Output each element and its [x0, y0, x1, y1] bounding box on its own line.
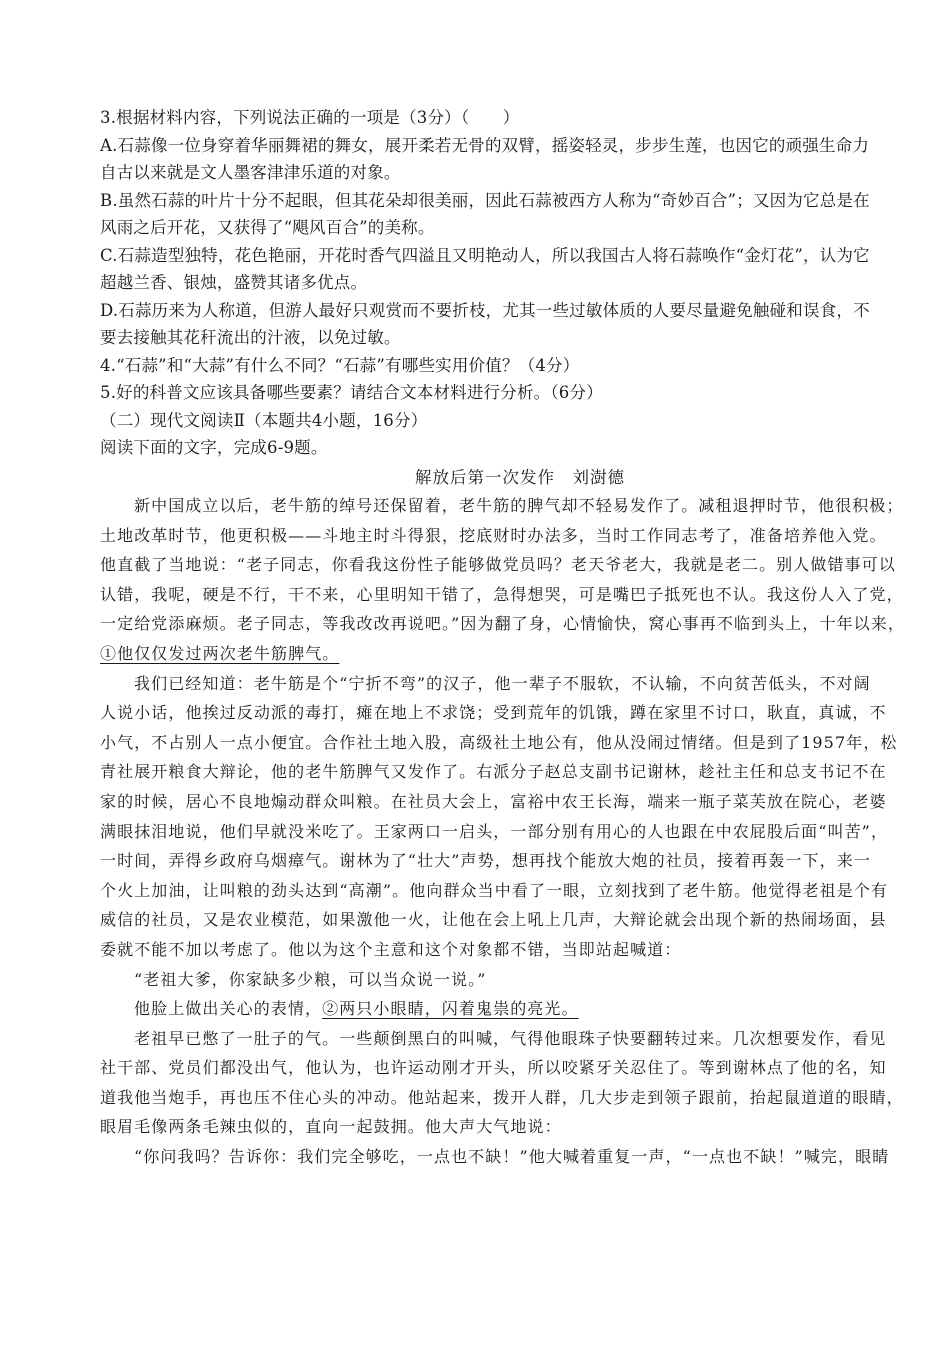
option-c-line-1: C.石蒜造型独特，花色艳丽，开花时香气四溢且又明艳动人，所以我国古人将石蒜唤作“金灯花”，认为它 [100, 245, 870, 265]
article-line: 青社展开粮食大辩论，他的老牛筋脾气又发作了。右派分子赵总支副书记谢林，趁社主任和总支书记不在 [100, 762, 887, 782]
article-line: 我们已经知道：老牛筋是个“宁折不弯”的汉子，他一辈子不服软，不认输，不向贫苦低头，不对阔 [134, 673, 871, 693]
question-5: 5.好的科普文应该具备哪些要素？请结合文本材料进行分析。（6分） [100, 383, 603, 402]
article-line: 老祖早已憋了一肚子的气。一些颠倒黑白的叫喊，气得他眼珠子快要翻转过来。几次想要发作，看见 [134, 1028, 887, 1048]
article-line: 他直截了当地说：“老子同志，你看我这份性子能够做党员吗？老天爷老大，我就是老二。别人做错事可以 [100, 555, 896, 575]
underlined-sentence-1: ①他仅仅发过两次老牛筋脾气。 [100, 643, 340, 663]
option-c-line-2: 超越兰香、银烛，盛赞其诸多优点。 [100, 273, 368, 292]
article-line: 个火上加油，让叫粮的劲头达到“高潮”。他向群众当中看了一眼，立刻找到了老牛筋。他觉得老祖是个有 [100, 880, 889, 900]
option-a-line-2: 自古以来就是文人墨客津津乐道的对象。 [100, 163, 401, 182]
article-body [100, 491, 905, 1172]
article-line: 满眼抹泪地说，他们早就没米吃了。王家两口一启头，一部分别有用心的人也跟在中农屁股后面“叫苦”， [100, 821, 889, 841]
article-line: 道我他当炮手，再也压不住心头的冲动。他站起来，拨开人群，几大步走到领子跟前，抬起鼠道道的眼睛， [100, 1087, 904, 1107]
option-d-line-2: 要去接触其花秆流出的汁液，以免过敏。 [100, 328, 401, 347]
article-line: 眼眉毛像两条毛辣虫似的，直向一起鼓拥。他大声大气地说： [100, 1117, 562, 1137]
article-title: 解放后第一次发作 刘澍德 [415, 467, 625, 487]
article-line: 人说小话，他挨过反动派的毒打，瘫在地上不求饶；受到荒年的饥饿，蹲在家里不讨口，耿直，真诚，不 [100, 703, 887, 723]
article-line: 社干部、党员们都没出气，他认为，也许运动刚才开头，所以咬紧牙关忍住了。等到谢林点了他的名，知 [100, 1058, 887, 1078]
section-instruction: 阅读下面的文字，完成6-9题。 [100, 438, 328, 457]
underlined-phrase: ②两只小眼睛，闪着鬼祟的亮光。 [322, 999, 579, 1019]
section-heading: （二）现代文阅读Ⅱ（本题共4小题，16分） [100, 410, 428, 430]
article-line: “老祖大爹，你家缺多少粮，可以当众说一说。” [134, 969, 487, 989]
article-line: 委就不能不加以考虑了。他以为这个主意和这个对象都不错，当即站起喊道： [100, 939, 682, 959]
sentence-lead: 他脸上做出关心的表情， [134, 999, 323, 1019]
article-line: 认错，我呢，硬是不行，干不来，心里明知干错了，急得想哭，可是嘴巴子抵死也不认。我这份人入了党， [100, 584, 904, 604]
article-line: 一时间，弄得乡政府乌烟瘴气。谢林为了“壮大”声势，想再找个能放大炮的社员，接着再轰一下，来一 [100, 851, 871, 871]
option-a-line-1: A.石蒜像一位身穿着华丽舞裙的舞女，展开柔若无骨的双臂，摇姿轻灵，步步生莲，也因它的顽强生命力 [100, 135, 870, 155]
article-line: 家的时候，居心不良地煽动群众叫粮。在社员大会上，富裕中农王长海，端来一瓶子菜芙放在院心，老婆 [100, 791, 887, 811]
article-line: 一定给党添麻烦。老子同志，等我改改再说吧。”因为翻了身，心情愉快，窝心事再不临到头上，十年以来， [100, 614, 905, 634]
question-4: 4.“石蒜”和“大蒜”有什么不同？“石蒜”有哪些实用价值？（4分） [100, 355, 580, 375]
option-d-line-1: D.石蒜历来为人称道，但游人最好只观赏而不要折枝，尤其一些过敏体质的人要尽量避免触碰和误食，不 [100, 300, 870, 320]
article-line: 新中国成立以后，老牛筋的绰号还保留着，老牛筋的脾气却不轻易发作了。减租退押时节，他很积极； [134, 496, 904, 515]
article-line: 威信的社员，又是农业模范，如果激他一火，让他在会上吼上几声，大辩论就会出现个新的热闹场面，县 [100, 910, 887, 930]
article-line: 小气，不占别人一点小便宜。合作社土地入股，高级社土地公有，他从没闹过情绪。但是到了1957年，松 [100, 732, 898, 752]
article-line: 土地改革时节，他更积极——斗地主时斗得狠，挖底财时办法多，当时工作同志考了，准备培养他入党。 [100, 525, 887, 545]
option-b-line-2: 风雨之后开花，又获得了“飓风百合”的美称。 [100, 218, 435, 237]
option-b-line-1: B.虽然石蒜的叶片十分不起眼，但其花朵却很美丽，因此石蒜被西方人称为“奇妙百合”；又因为它总是在 [100, 190, 870, 210]
article-line: “你问我吗？告诉你：我们完全够吃，一点也不缺！”他大喊着重复一声，“一点也不缺！”喊完，眼睛 [134, 1147, 890, 1167]
underlined-sentence-2 [100, 994, 860, 1024]
page-content [100, 104, 905, 1172]
question-3-stem: 3.根据材料内容，下列说法正确的一项是（3分）（ ） [100, 108, 520, 127]
